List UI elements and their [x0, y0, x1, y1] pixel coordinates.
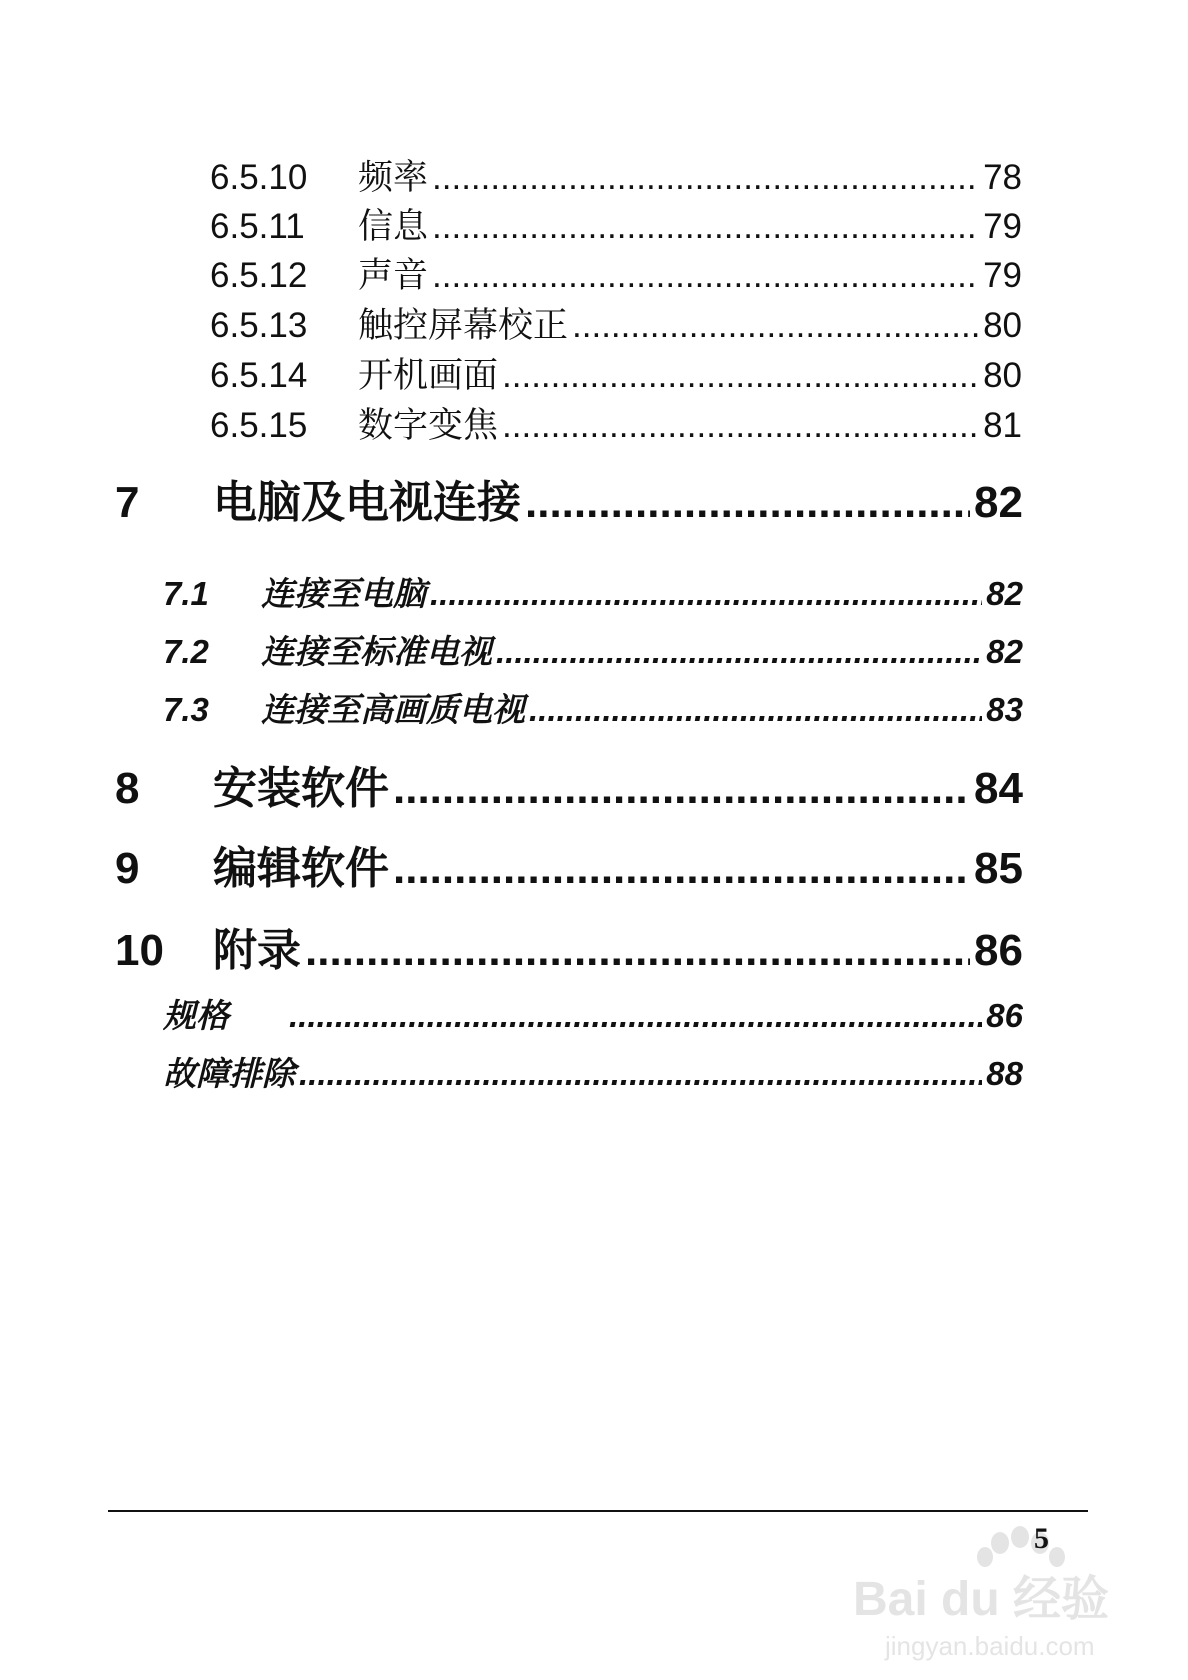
entry-number: 6.5.11 [210, 207, 305, 246]
entry-title: 开机画面 [358, 356, 499, 396]
toc-chapter[interactable] [115, 832, 1023, 892]
entry-title: 数字变焦 [358, 406, 499, 446]
entry-number: 6.5.13 [210, 306, 308, 345]
chapter-page: 84 [974, 764, 1023, 812]
section-page: 83 [986, 691, 1023, 728]
entry-page: 81 [983, 406, 1022, 445]
entry-number: 6.5.12 [210, 256, 308, 295]
section-number: 7.1 [163, 575, 209, 612]
toc-appendix-item[interactable] [163, 990, 1023, 1036]
chapter-page: 86 [974, 926, 1023, 974]
section-title: 连接至高画质电视 [261, 690, 525, 729]
chapter-number: 10 [115, 926, 164, 974]
toc-section[interactable] [163, 626, 1023, 672]
dot-leader [432, 256, 979, 296]
footer-rule [108, 1510, 1088, 1512]
entry-number: 6.5.10 [210, 158, 308, 197]
appendix-page: 86 [986, 997, 1023, 1034]
appendix-page: 88 [986, 1055, 1023, 1092]
toc-entry[interactable] [210, 398, 1022, 446]
toc-entry[interactable] [210, 199, 1022, 247]
entry-page: 79 [983, 256, 1022, 295]
dot-leader [502, 406, 979, 446]
page-number: 5 [1034, 1522, 1049, 1555]
entry-title: 触控屏幕校正 [358, 306, 569, 346]
appendix-title: 故障排除 [163, 1054, 295, 1093]
dot-leader [430, 575, 982, 613]
toc-entry[interactable] [210, 248, 1022, 296]
entry-page: 80 [983, 306, 1022, 345]
section-title: 连接至标准电视 [261, 632, 492, 671]
dot-leader [305, 926, 970, 974]
dot-leader [529, 691, 982, 729]
toc-chapter[interactable] [115, 752, 1023, 812]
dot-leader [502, 356, 979, 396]
chapter-title: 编辑软件 [213, 843, 389, 892]
chapter-number: 7 [115, 478, 140, 526]
baidu-watermark [845, 1515, 1175, 1665]
dot-leader [525, 478, 970, 526]
toc-chapter[interactable] [115, 466, 1023, 526]
section-page: 82 [986, 575, 1023, 612]
entry-page: 80 [983, 356, 1022, 395]
toc-section[interactable] [163, 684, 1023, 730]
chapter-title: 电脑及电视连接 [213, 477, 521, 526]
section-number: 7.3 [163, 691, 209, 728]
toc-appendix-item[interactable] [163, 1048, 1023, 1094]
dot-leader [393, 844, 970, 892]
section-title: 连接至电脑 [261, 574, 426, 613]
dot-leader [289, 997, 982, 1035]
chapter-number: 8 [115, 764, 140, 812]
entry-number: 6.5.15 [210, 406, 308, 445]
toc-entry[interactable] [210, 298, 1022, 346]
dot-leader [572, 306, 979, 346]
section-number: 7.2 [163, 633, 209, 670]
toc-section[interactable] [163, 568, 1023, 614]
dot-leader [496, 633, 982, 671]
entry-number: 6.5.14 [210, 356, 308, 395]
entry-title: 频率 [358, 158, 429, 198]
toc-chapter[interactable] [115, 914, 1023, 974]
toc-entry[interactable] [210, 348, 1022, 396]
appendix-title: 规格 [163, 996, 229, 1035]
chapter-page: 82 [974, 478, 1023, 526]
entry-title: 信息 [358, 207, 429, 247]
chapter-page: 85 [974, 844, 1023, 892]
section-page: 82 [986, 633, 1023, 670]
dot-leader [432, 158, 979, 198]
dot-leader [432, 207, 979, 247]
watermark-brand: Bai du 经验 [853, 1573, 1110, 1626]
dot-leader [299, 1055, 982, 1093]
entry-page: 79 [983, 207, 1022, 246]
toc-entry[interactable] [210, 150, 1022, 198]
entry-page: 78 [983, 158, 1022, 197]
dot-leader [393, 764, 970, 812]
chapter-title: 安装软件 [213, 763, 389, 812]
chapter-number: 9 [115, 844, 140, 892]
entry-title: 声音 [358, 256, 429, 296]
watermark-url: jingyan.baidu.com [885, 1631, 1095, 1661]
chapter-title: 附录 [213, 925, 301, 974]
